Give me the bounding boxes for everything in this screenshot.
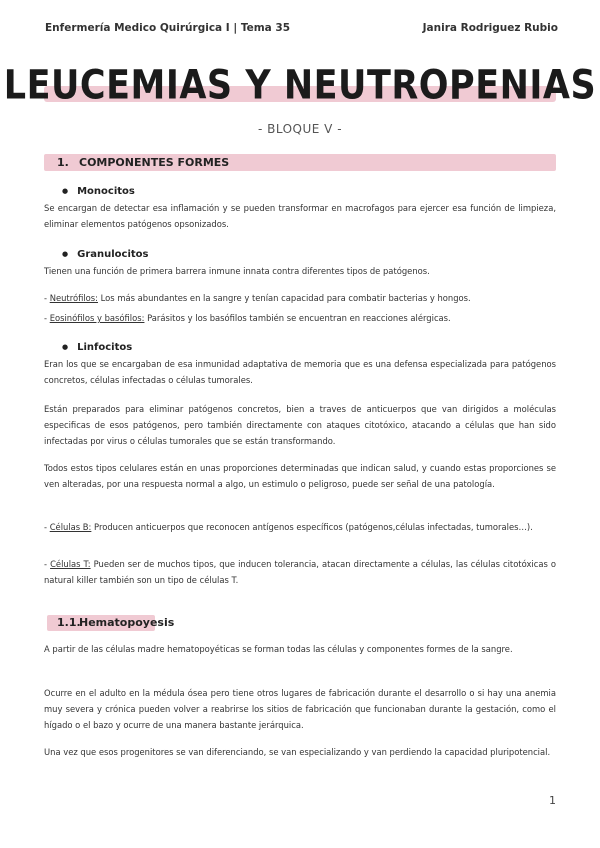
- list-item-eosinofilos: - Eosinófilos y basófilos: Parásitos y los basófilos también se encuentran en reacciones alérgicas.: [44, 313, 451, 323]
- linfocitos-p1: Eran los que se encargaban de esa inmunidad adaptativa de memoria que es una defensa especializada para patógenos concretos, células infectadas o células tumorales.: [44, 359, 556, 385]
- header-right: Janira Rodriguez Rubio: [422, 22, 558, 34]
- desc-celulas-b: Producen anticuerpos que reconocen antígenos específicos (patógenos,células infectadas, tumorales…).: [91, 522, 533, 532]
- granulocitos-text: Tienen una función de primera barrera inmune innata contra diferentes tipos de patógenos.: [44, 266, 430, 276]
- desc-neutrofilos: Los más abundantes en la sangre y tenían capacidad para combatir bacterias y hongos.: [98, 293, 471, 303]
- monocitos-heading: ● Monocitos: [62, 186, 135, 197]
- linfocitos-p2: Están preparados para eliminar patógenos concretos, bien a traves de anticuerpos que van dirigidos a moléculas especificas de esos patógenos, pero también directamente con ataques citotóxico, atacando a células que han sido infectadas por virus o células tumorales que se están transformando.: [44, 404, 556, 446]
- granulocitos-heading: ● Granulocitos: [62, 249, 149, 260]
- section-title: COMPONENTES FORMES: [79, 156, 230, 169]
- section-number: 1.: [57, 156, 69, 169]
- page-number: 1: [549, 794, 556, 807]
- term-celulas-b: Células B:: [49, 522, 92, 532]
- page-title: LEUCEMIAS Y NEUTROPENIAS: [3, 63, 597, 109]
- subsection-number: 1.1.: [57, 616, 81, 629]
- term-eosinofilos: Eosinófilos y basófilos:: [49, 313, 145, 323]
- subsection-heading: [57, 616, 174, 629]
- hematopoyesis-p3: Una vez que esos progenitores se van diferenciando, se van especializando y van perdiendo la capacidad pluripotencial.: [44, 747, 551, 757]
- section-heading: [57, 156, 229, 169]
- hematopoyesis-p1: A partir de las células madre hematopoyéticas se forman todas las células y componentes formes de la sangre.: [44, 644, 513, 654]
- term-celulas-t: Células T:: [50, 559, 91, 569]
- desc-eosinofilos: Parásitos y los basófilos también se encuentran en reacciones alérgicas.: [144, 313, 451, 323]
- linfocitos-p3: Todos estos tipos celulares están en unas proporciones determinadas que indican salud, y cuando estas proporciones se ven alteradas, por una respuesta normal a algo, un estimulo o peligroso, puede ser señal de una patología.: [44, 463, 556, 489]
- term-neutrofilos: Neutrófilos:: [49, 293, 98, 303]
- linfocitos-heading: ● Linfocitos: [62, 342, 132, 353]
- page-subtitle: - BLOQUE V -: [257, 122, 343, 136]
- list-item-celulas-b: - Células B: Producen anticuerpos que reconocen antígenos específicos (patógenos,células infectadas, tumorales…).: [44, 522, 533, 532]
- subsection-title: Hematopoyesis: [79, 616, 175, 629]
- header-left: Enfermería Medico Quirúrgica I | Tema 35: [45, 22, 291, 34]
- monocitos-text: Se encargan de detectar esa inflamación y se pueden transformar en macrofagos para ejercer esa función de limpieza, eliminar elementos patógenos opsonizados.: [44, 203, 556, 229]
- list-item-neutrofilos: - Neutrófilos: Los más abundantes en la sangre y tenían capacidad para combatir bacterias y hongos.: [44, 293, 471, 303]
- desc-celulas-t: Pueden ser de muchos tipos, que inducen tolerancia, atacan directamente a células, las células citotóxicas o natural killer también son un tipo de células T.: [44, 559, 557, 585]
- hematopoyesis-p2: Ocurre en el adulto en la médula ósea pero tiene otros lugares de fabricación durante el desarrollo o si hay una anemia muy severa y crónica pueden volver a reabrirse los sitios de fabricación que funcionaban durante la gestación, como el hígado o el bazo y ocurre de una manera bastante jerárquica.: [44, 688, 556, 730]
- list-item-celulas-t: - Células T: Pueden ser de muchos tipos, que inducen tolerancia, atacan directamente a células, las células citotóxicas o natural killer también son un tipo de células T.: [44, 559, 557, 585]
